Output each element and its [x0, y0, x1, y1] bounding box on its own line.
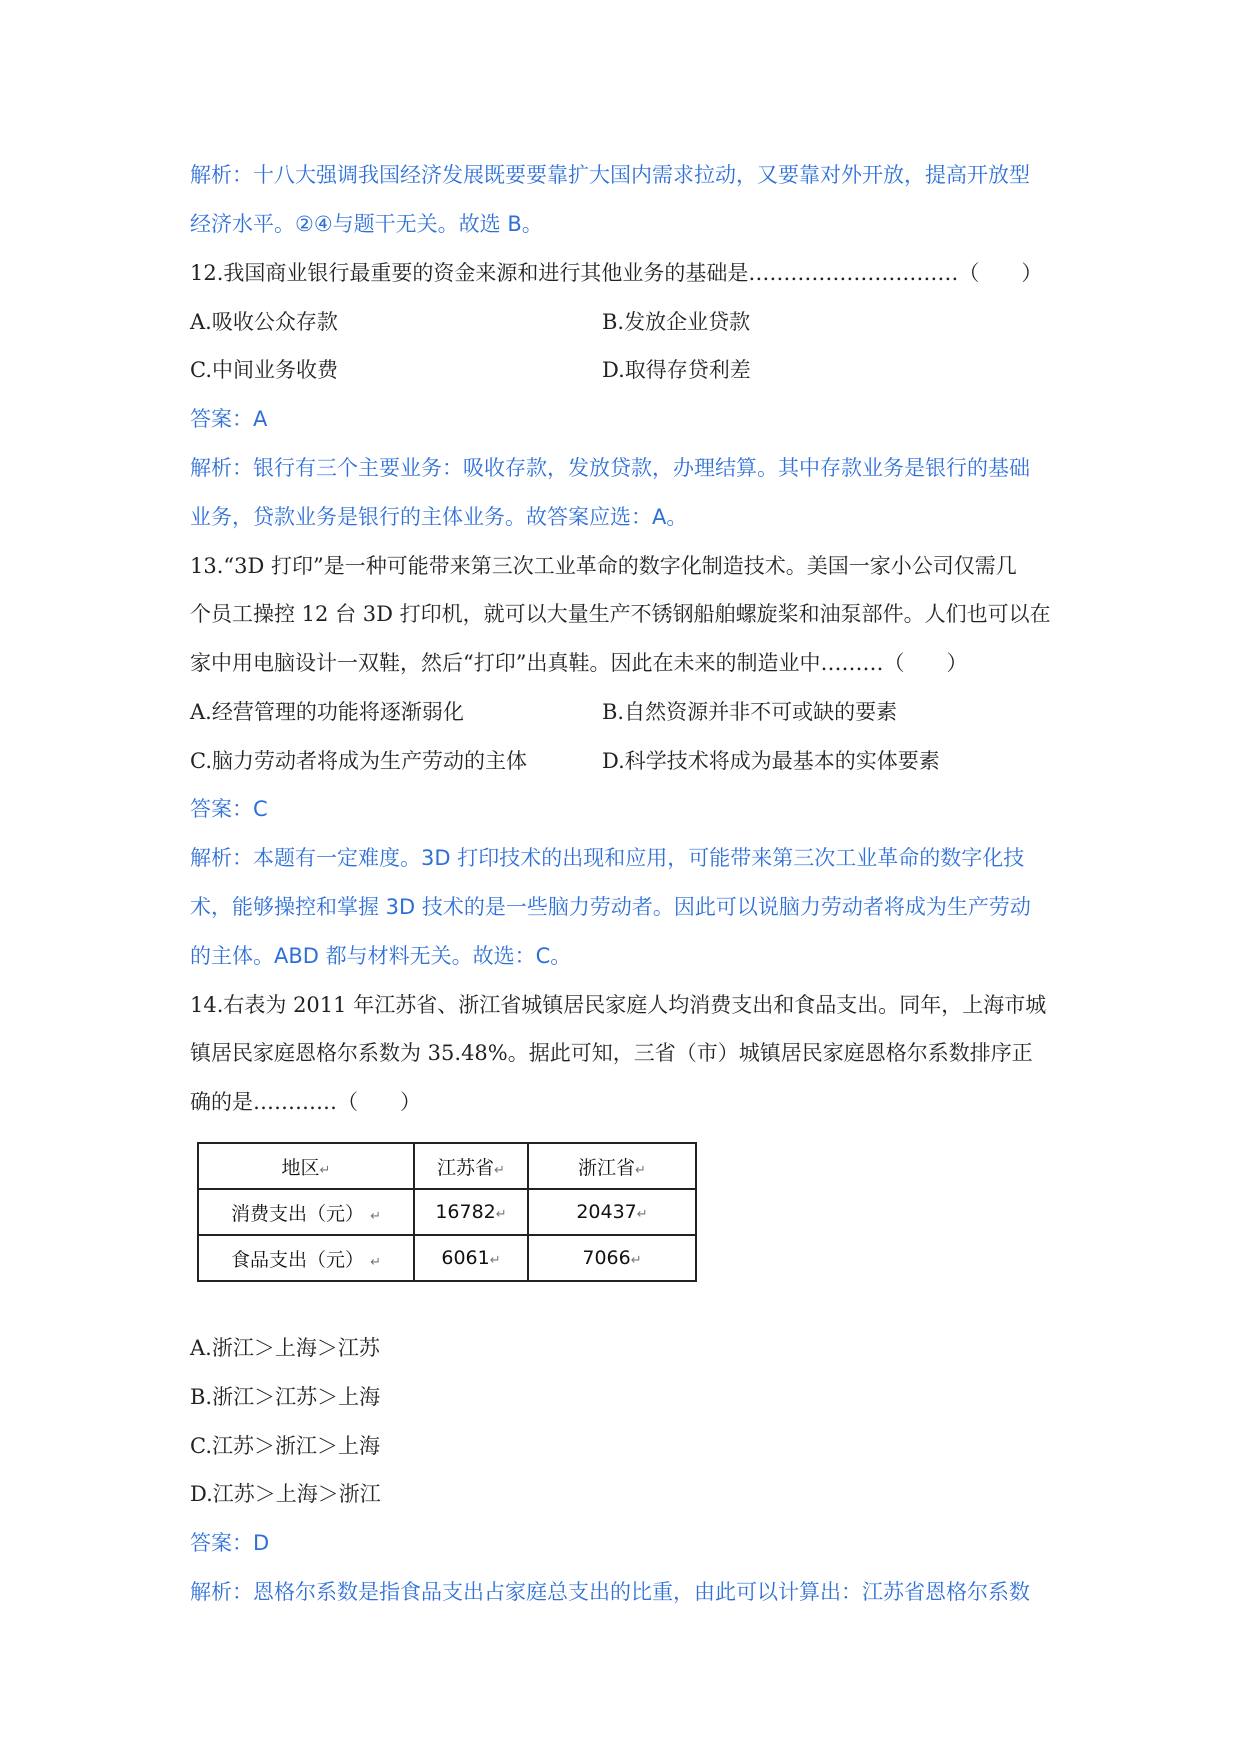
- option-13-d: D.科学技术将成为最基本的实体要素: [602, 749, 940, 773]
- table-cell: 消费支出（元） ↵: [198, 1189, 414, 1235]
- explanation-12-line1: 解析：银行有三个主要业务：吸收存款，发放贷款，办理结算。其中存款业务是银行的基础: [190, 456, 1030, 480]
- question-13-line3: 家中用电脑设计一双鞋，然后“打印”出真鞋。因此在未来的制造业中………（ ）: [190, 651, 968, 675]
- option-14-d: D.江苏＞上海＞浙江: [190, 1482, 381, 1506]
- table-cell: 16782↵: [414, 1189, 528, 1235]
- question-13-line2: 个员工操控 12 台 3D 打印机，就可以大量生产不锈钢船舶螺旋桨和油泵部件。人们也可以在: [190, 602, 1051, 626]
- table-cell: 食品支出（元） ↵: [198, 1235, 414, 1281]
- explanation-13-line1: 解析：本题有一定难度。3D 打印技术的出现和应用，可能带来第三次工业革命的数字化技: [190, 846, 1025, 870]
- option-14-b: B.浙江＞江苏＞上海: [190, 1385, 381, 1409]
- option-14-c: C.江苏＞浙江＞上海: [190, 1434, 380, 1458]
- table-cell: 6061↵: [414, 1235, 528, 1281]
- option-12-a: A.吸收公众存款: [190, 310, 338, 334]
- explanation-14-line1: 解析：恩格尔系数是指食品支出占家庭总支出的比重，由此可以计算出：江苏省恩格尔系数: [190, 1580, 1030, 1604]
- table-cell: 江苏省↵: [414, 1143, 528, 1189]
- explanation-13-line3: 的主体。ABD 都与材料无关。故选：C。: [190, 944, 572, 968]
- question-12: 12.我国商业银行最重要的资金来源和进行其他业务的基础是…………………………（ ）: [190, 261, 1043, 285]
- question-14-line1: 14.右表为 2011 年江苏省、浙江省城镇居民家庭人均消费支出和食品支出。同年，上海市城: [190, 993, 1047, 1017]
- option-14-a: A.浙江＞上海＞江苏: [190, 1336, 380, 1360]
- table-cell: 7066↵: [528, 1235, 696, 1281]
- answer-12: 答案：A: [190, 407, 268, 431]
- table-row: [198, 1189, 696, 1235]
- explanation-q11-line1: 解析：十八大强调我国经济发展既要要靠扩大国内需求拉动，又要靠对外开放，提高开放型: [190, 163, 1030, 187]
- table-header-row: [198, 1143, 696, 1189]
- table-cell: 20437↵: [528, 1189, 696, 1235]
- question-14-line3: 确的是…………（ ）: [190, 1090, 421, 1114]
- option-12-d: D.取得存贷利差: [602, 358, 751, 382]
- explanation-13-line2: 术，能够操控和掌握 3D 技术的是一些脑力劳动者。因此可以说脑力劳动者将成为生产劳动: [190, 895, 1031, 919]
- explanation-12-line2: 业务，贷款业务是银行的主体业务。故答案应选：A。: [190, 505, 688, 529]
- option-13-a: A.经营管理的功能将逐渐弱化: [190, 700, 464, 724]
- option-13-c: C.脑力劳动者将成为生产劳动的主体: [190, 749, 527, 773]
- option-12-b: B.发放企业贷款: [602, 310, 751, 334]
- option-12-c: C.中间业务收费: [190, 358, 338, 382]
- question-14-line2: 镇居民家庭恩格尔系数为 35.48%。据此可知，三省（市）城镇居民家庭恩格尔系数排序正: [190, 1041, 1033, 1065]
- table-row: [198, 1235, 696, 1281]
- answer-13: 答案：C: [190, 797, 268, 821]
- question-13-line1: 13.“3D 打印”是一种可能带来第三次工业革命的数字化制造技术。美国一家小公司仅需几: [190, 554, 1017, 578]
- answer-14: 答案：D: [190, 1531, 270, 1555]
- expenditure-table: [197, 1142, 697, 1282]
- table-cell: 地区↵: [198, 1143, 414, 1189]
- explanation-q11-line2: 经济水平。②④与题干无关。故选 B。: [190, 212, 543, 236]
- table-cell: 浙江省↵: [528, 1143, 696, 1189]
- option-13-b: B.自然资源并非不可或缺的要素: [602, 700, 898, 724]
